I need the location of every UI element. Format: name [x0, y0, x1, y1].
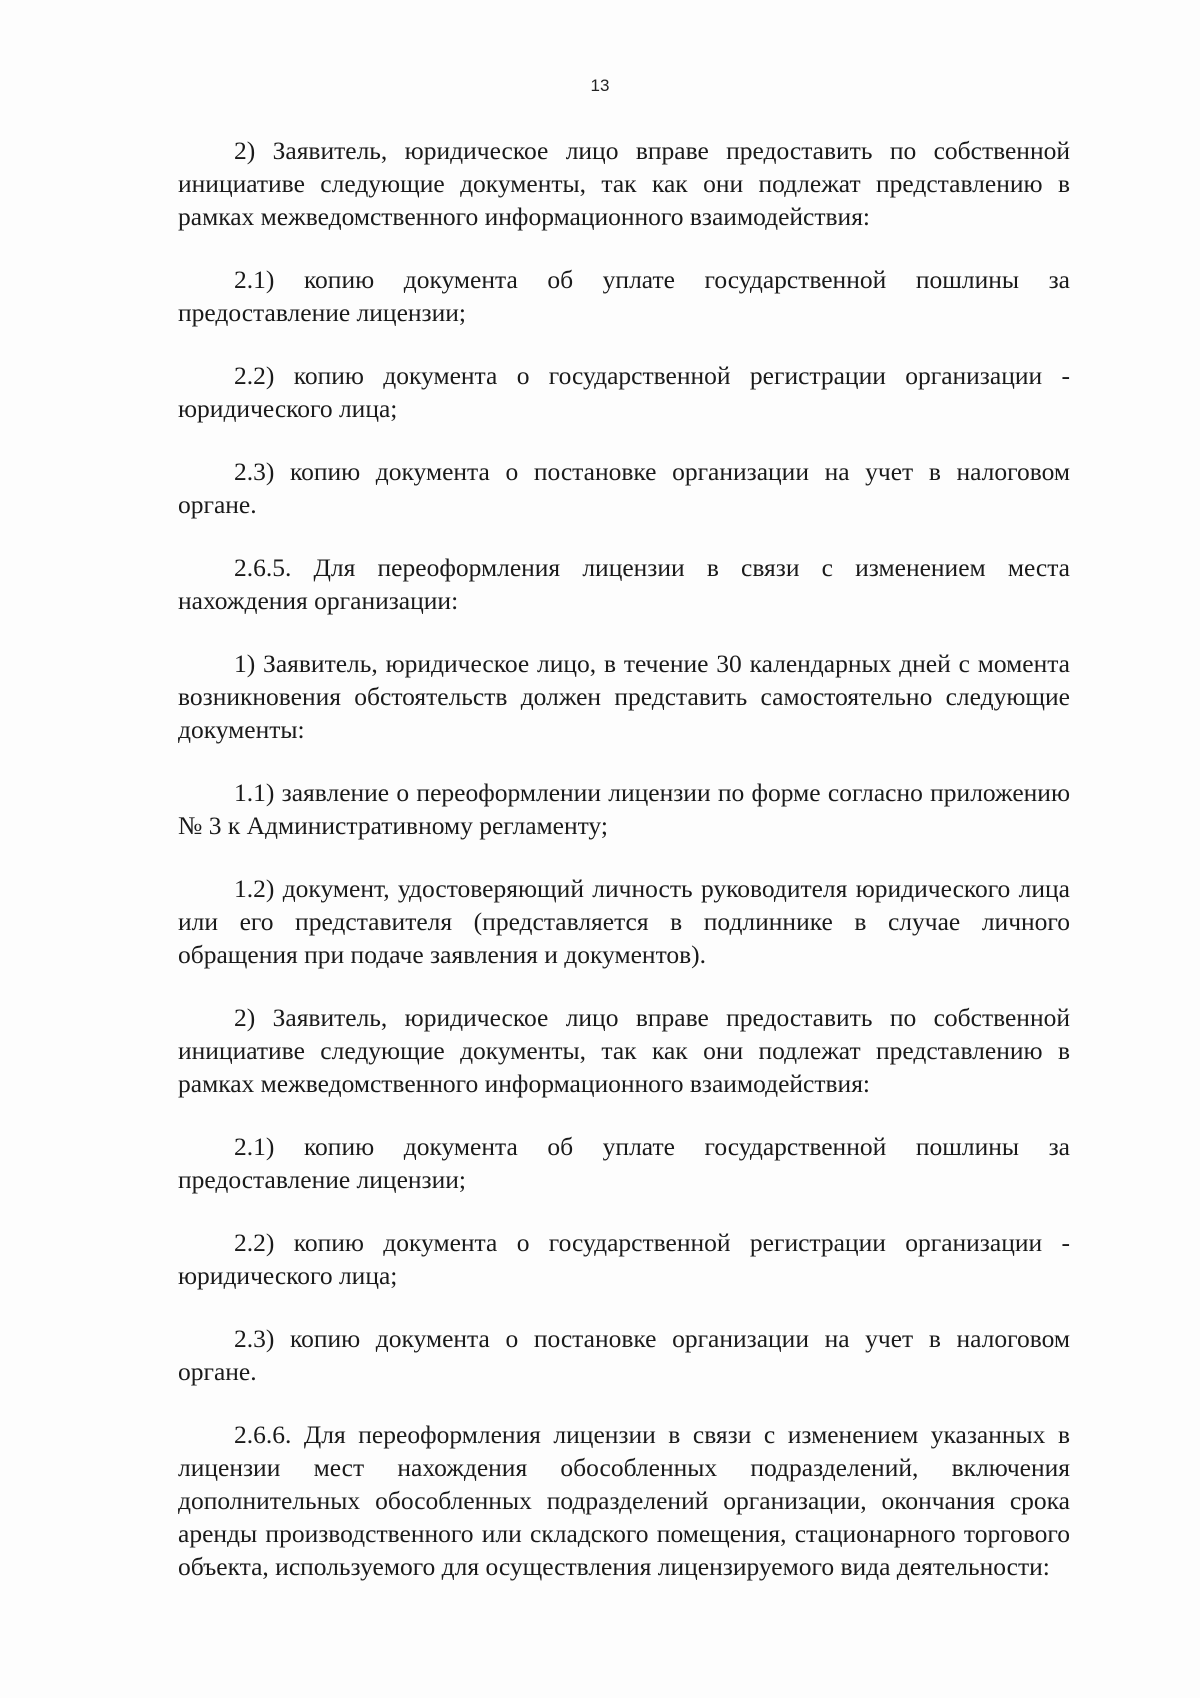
document-body [178, 134, 1070, 1611]
paragraph-2-1-fee-copy-repeat: 2.1) копию документа об уплате государственной пошлины за предоставление лицензии; [178, 1132, 1070, 1194]
paragraph-1-applicant-obligation: 1) Заявитель, юридическое лицо, в течение 30 календарных дней с момента возникновения обстоятельств должен представить самостоятельно следующие документы: [178, 649, 1070, 744]
paragraph-2-applicant-right-repeat: 2) Заявитель, юридическое лицо вправе предоставить по собственной инициативе следующие документы, так как они подлежат представлению в рамках межведомственного информационного взаимодействия: [178, 1003, 1070, 1098]
page-number: 13 [590, 76, 610, 95]
paragraph-2-2-registration-copy: 2.2) копию документа о государственной регистрации организации - юридического лица; [178, 361, 1070, 423]
paragraph-2-3-tax-copy-repeat: 2.3) копию документа о постановке организации на учет в налоговом органе. [178, 1324, 1070, 1386]
paragraph-1-2-identity-document: 1.2) документ, удостоверяющий личность руководителя юридического лица или его представителя (представляется в подлиннике в случае личного обращения при подаче заявления и документов). [178, 874, 1070, 969]
paragraph-2-6-5-heading: 2.6.5. Для переоформления лицензии в связи с изменением места нахождения организации: [178, 553, 1070, 615]
paragraph-2-applicant-right: 2) Заявитель, юридическое лицо вправе предоставить по собственной инициативе следующие документы, так как они подлежат представлению в рамках межведомственного информационного взаимодействия: [178, 136, 1070, 231]
paragraph-2-2-registration-copy-repeat: 2.2) копию документа о государственной регистрации организации - юридического лица; [178, 1228, 1070, 1290]
paragraph-1-1-application: 1.1) заявление о переоформлении лицензии по форме согласно приложению № 3 к Административному регламенту; [178, 778, 1070, 840]
paragraph-2-6-6-heading: 2.6.6. Для переоформления лицензии в связи с изменением указанных в лицензии мест нахождения обособленных подразделений, включения дополнительных обособленных подразделений организации, окончания срока аренды производственного или складского помещения, стационарного торгового объекта, используемого для осуществления лицензируемого вида деятельности: [178, 1420, 1070, 1581]
paragraph-2-1-fee-copy: 2.1) копию документа об уплате государственной пошлины за предоставление лицензии; [178, 265, 1070, 327]
paragraph-2-3-tax-copy: 2.3) копию документа о постановке организации на учет в налоговом органе. [178, 457, 1070, 519]
